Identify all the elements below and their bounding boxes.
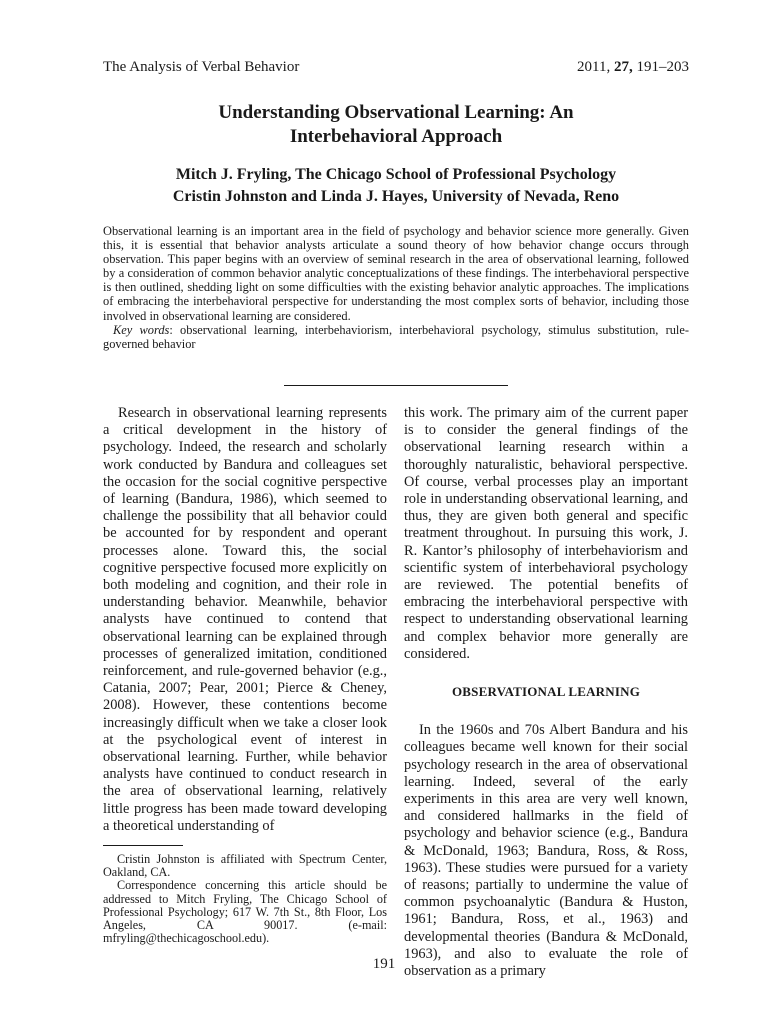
footnotes xyxy=(103,853,387,945)
keywords xyxy=(103,323,689,351)
running-head xyxy=(103,58,689,76)
footnote-divider xyxy=(103,845,183,846)
section-heading: OBSERVATIONAL LEARNING xyxy=(451,684,641,700)
abstract xyxy=(103,224,689,351)
keywords-text: : observational learning, interbehaviorism, interbehavioral psychology, stimulus substitution, rule-governed behavior xyxy=(103,322,690,351)
article-title xyxy=(103,101,689,149)
journal-name: The Analysis of Verbal Behavior xyxy=(103,59,300,75)
citation-volume: 27, xyxy=(614,59,633,75)
footnote-affiliation: Cristin Johnston is affiliated with Spectrum Center, Oakland, CA. xyxy=(103,852,387,880)
title-line-1: Understanding Observational Learning: An xyxy=(218,102,574,123)
author-block xyxy=(103,164,689,208)
title-line-2: Interbehavioral Approach xyxy=(289,126,503,147)
citation-year: 2011, xyxy=(577,59,611,75)
citation-pages: 191–203 xyxy=(636,59,689,75)
footnote-correspondence: Correspondence concerning this article should be addressed to Mitch Fryling, The Chicago School of Professional Psychology; 617 W. 7th St., 8th Floor, Los Angeles, CA 90017. (e-mail: mfryling@thechicagoschool.edu). xyxy=(103,878,387,946)
body-paragraph: this work. The primary aim of the current paper is to consider the general findings of the observational learning research within a thoroughly naturalistic, behavioral perspective. Of course, verbal processes play an important role in understanding observational learning, and thus, they are given both general and specific treatment throughout. In pursuing this work, J. R. Kantor’s philosophy of interbehaviorism and scientific system of interbehavioral psychology are reviewed. The potential benefits of embracing the interbehavioral perspective with respect to understanding observational learning and complex behavior more generally are considered. xyxy=(404,405,688,662)
citation-info xyxy=(577,58,689,76)
keywords-label: Key words xyxy=(113,322,170,337)
abstract-text: Observational learning is an important area in the field of psychology and behavior science more generally. Given this, it is essential that behavior analysts articulate a sound theory of how behavior change occurs through observation. This paper begins with an overview of seminal research in the area of observational learning, followed by a consideration of common behavior analytic conceptualizations of these findings. The interbehavioral perspective is then outlined, shedding light on some difficulties with the existing behavior analytic approaches. The implications of embracing the interbehavioral perspective for understanding the most complex sorts of behavior, including those involved in observational learning are considered. xyxy=(103,224,689,323)
right-column xyxy=(404,405,688,980)
left-column xyxy=(103,405,387,835)
page-number: 191 xyxy=(372,956,396,972)
section-divider xyxy=(284,385,508,386)
body-paragraph: Research in observational learning represents a critical development in the history of psychology. Indeed, the research and scholarly work conducted by Bandura and colleagues set the occasion for the social cognitive perspective of learning (Bandura, 1986), which seemed to challenge the possibility that all behavior could be accounted for by respondent and operant processes alone. Toward this, the social cognitive perspective focused more explicitly on both modeling and cognition, and their role in understanding behavior. Meanwhile, behavior analysts have continued to contend that observational learning can be explained through processes of generalized imitation, conditioned reinforcement, and rule-governed behavior (e.g., Catania, 2007; Pear, 2001; Pierce & Cheney, 2008). However, these contentions become increasingly difficult when we take a closer look at the psychological event of interest in observational learning. Further, while behavior analysts have continued to conduct research in the area of observational learning, relatively little progress has been made toward developing a theoretical understanding of xyxy=(103,405,387,834)
authors-line-2: Cristin Johnston and Linda J. Hayes, University of Nevada, Reno xyxy=(172,188,620,205)
authors-line-1: Mitch J. Fryling, The Chicago School of Professional Psychology xyxy=(175,166,617,183)
body-paragraph: In the 1960s and 70s Albert Bandura and his colleagues became well known for their social psychology research in the area of observational learning. Indeed, several of the early experiments in this area are very well known, and considered hallmarks in the field of psychology and behavior science (e.g., Bandura & McDonald, 1963; Bandura, Ross, & Ross, 1963). These studies were pursued for a variety of reasons; partially to undermine the value of common psychoanalytic (Bandura & Huston, 1961; Bandura, Ross, et al., 1963) and developmental theories (Bandura & McDonald, 1963), and also to evaluate the role of observation as a primary xyxy=(404,722,688,980)
